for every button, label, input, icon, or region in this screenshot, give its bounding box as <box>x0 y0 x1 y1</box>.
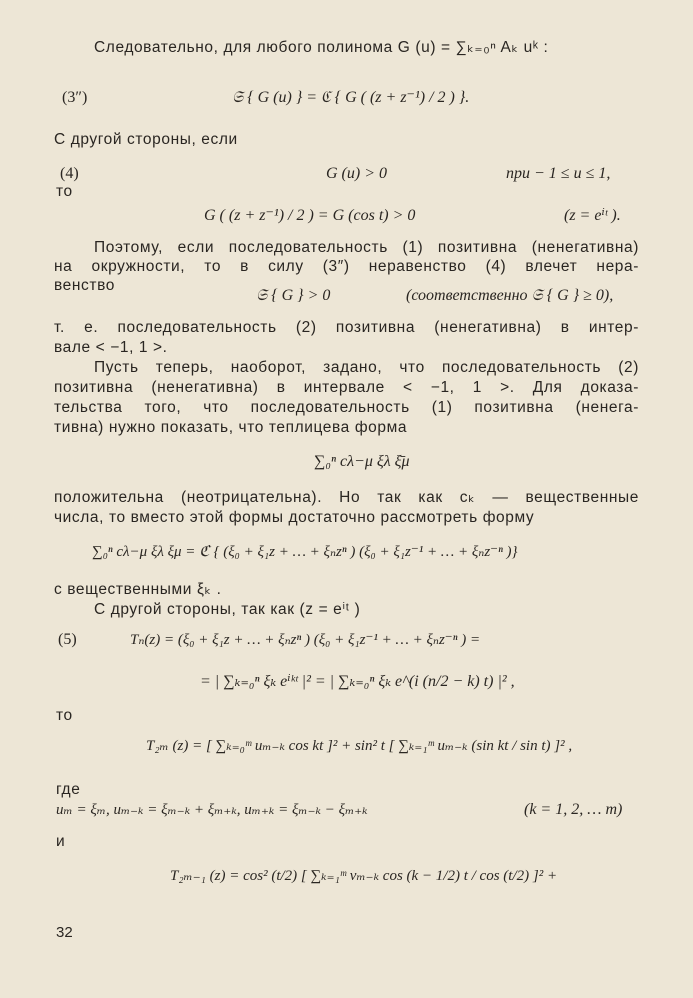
equation: Tₙ(z) = (ξ₀ + ξ₁z + … + ξₙzⁿ ) (ξ₀ + ξ₁z⁻¹ + … + ξₙz⁻ⁿ ) = <box>130 632 481 648</box>
text-line: С другой стороны, если <box>54 131 238 148</box>
text-line: Пусть теперь, наоборот, задано, что последовательность (2) <box>94 359 639 376</box>
equation: T₂ₘ₋₁ (z) = cos² (t/2) [ ∑ₖ₌₁ᵐ vₘ₋ₖ cos (k − 1/2) t / cos (t/2) ]² + <box>170 868 558 884</box>
equation: T₂ₘ (z) = [ ∑ₖ₌₀ᵐ uₘ₋ₖ cos kt ]² + sin² t [ ∑ₖ₌₁ᵐ uₘ₋ₖ (sin kt / sin t) ]² , <box>146 738 573 754</box>
text-line: числа, то вместо этой формы достаточно рассмотреть форму <box>54 509 535 526</box>
equation: 𝔖 { G (u) } = ℭ { G ( (z + z⁻¹) / 2 ) }. <box>232 89 470 106</box>
text-line: то <box>56 183 73 200</box>
text-line: где <box>56 781 81 798</box>
equation: = | ∑ₖ₌₀ⁿ ξₖ eⁱᵏᵗ |² = | ∑ₖ₌₀ⁿ ξₖ e^(i (n/2 − k) t) |² , <box>200 673 515 690</box>
text-line: положительна (неотрицательна). Но так как cₖ — вещественные <box>54 489 639 506</box>
text-line: тельства того, что последовательность (1) позитивна (ненега- <box>54 399 639 416</box>
text-line: на окружности, то в силу (3″) неравенство (4) влечет нера- <box>54 258 639 275</box>
text-line: венство <box>54 277 115 294</box>
equation-condition: (соответственно 𝔖 { G } ≥ 0), <box>406 287 614 304</box>
equation-condition: при − 1 ≤ u ≤ 1, <box>506 165 611 182</box>
equation: uₘ = ξₘ, uₘ₋ₖ = ξₘ₋ₖ + ξₘ₊ₖ, uₘ₊ₖ = ξₘ₋ₖ − ξₘ₊ₖ <box>56 802 368 818</box>
equation: G ( (z + z⁻¹) / 2 ) = G (cos t) > 0 <box>204 207 416 224</box>
equation-number: (5) <box>58 631 77 648</box>
equation-number: (4) <box>60 165 79 182</box>
text-line: вале < −1, 1 >. <box>54 339 168 356</box>
text-line: Поэтому, если последовательность (1) позитивна (ненегативна) <box>94 239 639 256</box>
text-line: Следовательно, для любого полинома G (u) = ∑ₖ₌₀ⁿ Aₖ uᵏ : <box>94 39 549 56</box>
text-line: тивна) нужно показать, что теплицева форма <box>54 419 408 436</box>
equation-condition: (k = 1, 2, … m) <box>524 801 623 818</box>
equation-number: (3″) <box>62 89 88 106</box>
text-line: то <box>56 707 73 724</box>
equation: G (u) > 0 <box>326 165 388 182</box>
equation: ∑₀ⁿ cλ−μ ξλ ξ̄μ <box>314 453 410 470</box>
equation: 𝔖 { G } > 0 <box>256 287 331 304</box>
text-line: т. е. последовательность (2) позитивна (ненегативна) в интер- <box>54 319 639 336</box>
text-line: с вещественными ξₖ . <box>54 581 222 598</box>
equation: ∑₀ⁿ cλ−μ ξλ ξμ = ℭ { (ξ₀ + ξ₁z + … + ξₙzⁿ ) (ξ₀ + ξ₁z⁻¹ + … + ξₙz⁻ⁿ )} <box>92 544 518 560</box>
text-line: С другой стороны, так как (z = eⁱᵗ ) <box>94 601 361 618</box>
text-line: и <box>56 833 66 850</box>
page-number: 32 <box>56 924 73 941</box>
text-line: позитивна (ненегативна) в интервале < −1, 1 >. Для доказа- <box>54 379 639 396</box>
equation-condition: (z = eⁱᵗ ). <box>564 207 621 224</box>
